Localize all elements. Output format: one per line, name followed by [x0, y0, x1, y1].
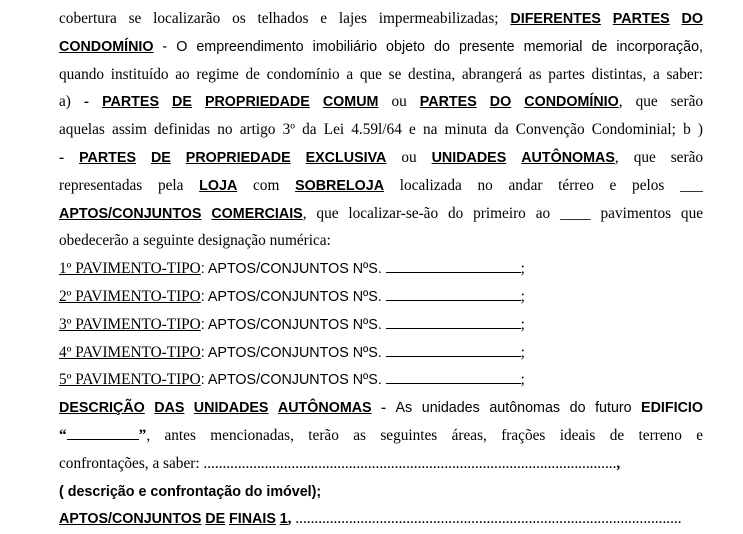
text: ( descrição e confrontação do imóvel);: [59, 483, 322, 500]
document-page: [59, 5, 703, 533]
floor-line-1: [59, 255, 703, 283]
blank-field: ____: [560, 204, 591, 222]
heading-word: LOJA: [199, 177, 238, 194]
text: confrontações, a saber:: [59, 454, 200, 472]
text: ou: [401, 148, 417, 166]
blank-field: [67, 427, 139, 440]
blank-field: [386, 288, 521, 301]
blank-field: [386, 371, 521, 384]
floor-text: : APTOS/CONJUNTOS NºS.: [200, 344, 382, 361]
floor-label: 5º PAVIMENTO-TIPO: [59, 371, 201, 389]
heading-word: PARTES: [79, 149, 136, 166]
text: , que localizar-se-ão do primeiro ao: [302, 204, 551, 222]
blank-field: [386, 344, 521, 357]
floor-end: ;: [520, 287, 525, 305]
text: com: [253, 176, 280, 194]
paragraph-line-18: [59, 478, 703, 506]
heading-word: CONDOMÍNIO: [59, 38, 154, 55]
floor-label: 3º PAVIMENTO-TIPO: [59, 315, 201, 333]
heading-word: COMERCIAIS: [211, 205, 303, 222]
paragraph-line-2: [59, 33, 703, 61]
heading-word: APTOS/CONJUNTOS: [59, 205, 202, 222]
text: localizada no andar térreo e pelos: [399, 176, 665, 194]
floor-label: 4º PAVIMENTO-TIPO: [59, 343, 201, 361]
text: ou: [391, 93, 407, 111]
heading-word: APTOS/CONJUNTOS: [59, 511, 202, 528]
heading-word: EDIFICIO: [641, 400, 703, 417]
floor-text: : APTOS/CONJUNTOS NºS.: [200, 372, 382, 389]
quote-open: “: [59, 426, 67, 444]
heading-word: UNIDADES: [193, 400, 269, 417]
quote-close: ”: [138, 426, 147, 444]
text: , que serão: [618, 93, 703, 111]
paragraph-line-1: [59, 5, 703, 33]
text: representadas pela: [59, 176, 184, 194]
floor-end: ;: [520, 343, 525, 361]
text: , antes mencionadas, terão as seguintes áreas, frações ideais de terreno e: [146, 426, 703, 444]
punct: ,: [616, 454, 621, 472]
floor-line-3: [59, 311, 703, 339]
heading-word: DE: [172, 94, 192, 111]
dash: -: [381, 399, 387, 417]
paragraph-line-19: [59, 505, 703, 533]
dash: -: [59, 148, 65, 166]
text: As unidades autônomas do futuro: [395, 400, 632, 417]
heading-word: DO: [681, 11, 703, 27]
heading-word: PROPRIEDADE: [185, 149, 291, 166]
heading-word: DAS: [154, 400, 185, 417]
floor-text: : APTOS/CONJUNTOS NºS.: [200, 261, 382, 278]
heading-word: UNIDADES: [431, 149, 507, 166]
heading-word: DESCRIÇÃO: [59, 400, 145, 417]
heading-word: EXCLUSIVA: [305, 149, 387, 166]
paragraph-line-8: [59, 200, 703, 228]
floor-label: 1º PAVIMENTO-TIPO: [59, 260, 201, 278]
heading-word: PARTES: [419, 94, 477, 111]
dotted-leader: .....................................................................................................: [295, 510, 682, 528]
floor-line-5: [59, 366, 703, 394]
text: obedecerão a seguinte designação numérica:: [59, 232, 331, 250]
heading-word: FINAIS: [229, 511, 276, 528]
floor-end: ;: [520, 371, 525, 389]
floor-end: ;: [520, 260, 525, 278]
blank-field: [386, 316, 521, 329]
heading-word: DIFERENTES: [510, 11, 601, 27]
paragraph-line-3: [59, 61, 703, 89]
text: , que serão: [614, 148, 703, 166]
paragraph-line-4: [59, 88, 703, 116]
text: pavimentos que: [600, 204, 703, 222]
paragraph-line-6: [59, 144, 703, 172]
heading-word: SOBRELOJA: [295, 177, 385, 194]
floor-line-2: [59, 283, 703, 311]
heading-word: DO: [489, 94, 512, 111]
heading-word: DE: [150, 149, 171, 166]
heading-word: AUTÔNOMAS: [521, 149, 615, 166]
text: aquelas assim definidas no artigo 3º da Lei 4.59l/64 e na minuta da Convenção Condominial; b ): [59, 121, 703, 139]
heading-word: 1: [279, 511, 288, 528]
paragraph-line-17: [59, 450, 703, 478]
floor-label: 2º PAVIMENTO-TIPO: [59, 287, 201, 305]
dash: -: [83, 93, 90, 111]
text: cobertura se localizarão os telhados e lajes impermeabilizadas;: [59, 10, 499, 27]
dotted-leader: ............................................................................................................: [203, 454, 617, 472]
paragraph-line-9: [59, 227, 703, 255]
paragraph-line-16: [59, 422, 703, 450]
paragraph-line-15: [59, 394, 703, 422]
heading-word: PROPRIEDADE: [204, 94, 310, 111]
heading-word: AUTÔNOMAS: [277, 400, 372, 417]
punct: ,: [287, 510, 292, 528]
text: - O empreendimento imobiliário objeto do presente memorial de incorporação,: [162, 38, 703, 55]
heading-word: PARTES: [102, 94, 159, 111]
text: quando instituído ao regime de condomínio a que se destina, abrangerá as partes distintas, a saber:: [59, 65, 703, 83]
heading-word: DE: [205, 511, 226, 528]
heading-word: COMUM: [322, 94, 379, 111]
floor-text: : APTOS/CONJUNTOS NºS.: [200, 288, 382, 305]
item-prefix: a): [59, 93, 71, 111]
blank-field: [386, 260, 521, 273]
floor-end: ;: [520, 315, 525, 333]
paragraph-line-7: [59, 172, 703, 200]
floor-text: : APTOS/CONJUNTOS NºS.: [200, 316, 382, 333]
floor-line-4: [59, 339, 703, 367]
paragraph-line-5: [59, 116, 703, 144]
blank-field: ___: [680, 176, 703, 194]
heading-word: PARTES: [612, 11, 670, 27]
heading-word: CONDOMÍNIO: [524, 94, 619, 111]
